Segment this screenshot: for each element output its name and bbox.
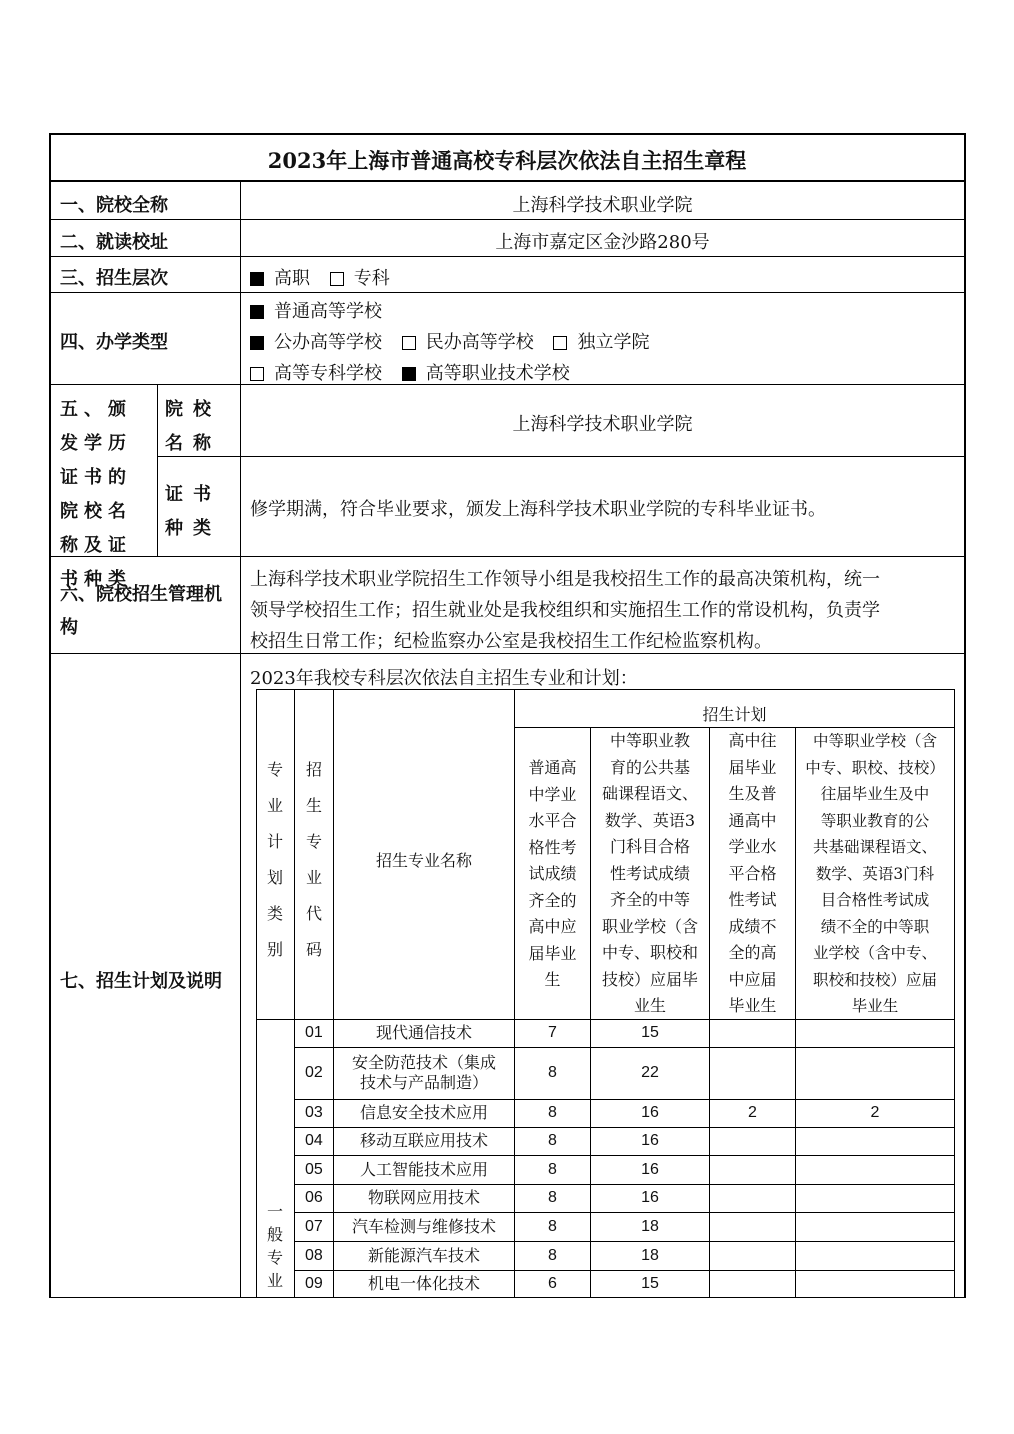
address-label: 二、就读校址 <box>60 232 168 253</box>
cell-code: 09 <box>305 1275 323 1292</box>
certificate-label: 五、颁发学历证书的院校名称及证书种类 <box>60 399 132 590</box>
type-line-2 <box>250 328 663 354</box>
cell-code: 06 <box>305 1189 323 1206</box>
cell-c3 <box>710 1184 795 1212</box>
checked-box-icon <box>250 336 264 350</box>
cell-name-line: 安全防范技术（集成 <box>351 1053 496 1072</box>
cell-code: 07 <box>305 1217 323 1235</box>
cell-c1: 8 <box>548 1189 557 1206</box>
header-col2: 中等职业教 育的公共基 础课程语文、 数学、英语3 门科目合格 性考试成绩 齐全的中等 职业学校（含 中专、职校和 技校）应届毕 业生 <box>601 731 698 1015</box>
level-option-1[interactable]: 高职 <box>250 264 310 290</box>
address-value: 上海市嘉定区金沙路280号 <box>495 232 710 253</box>
category-general: 一 般 专 业 <box>266 1202 283 1290</box>
cell-c2: 22 <box>641 1064 659 1081</box>
certificate-name-value: 上海科学技术职业学院 <box>512 414 693 435</box>
type-option[interactable]: 普通高等学校 <box>250 297 382 323</box>
unchecked-box-icon <box>402 336 416 350</box>
cell-c1: 8 <box>548 1246 557 1264</box>
cell-c1: 8 <box>548 1217 557 1235</box>
cell-name: 信息安全技术应用 <box>359 1103 488 1122</box>
type-line-3 <box>250 359 584 385</box>
header-code: 招 生 专 业 代 码 <box>305 760 322 959</box>
cell-c2: 18 <box>641 1246 659 1264</box>
cell-c4: 2 <box>870 1104 880 1121</box>
checked-box-icon <box>250 272 264 286</box>
cell-name: 移动互联应用技术 <box>359 1131 488 1150</box>
header-col4: 中等职业学校（含 中专、职校、技校） 往届毕业生及中 等职业教育的公 共基础课程语文、 数学、英语3门科 目合格性考试成 绩不全的中等职 业学校（含中专、 职校和技校）应届 毕业生 <box>805 732 945 1015</box>
cell-code: 05 <box>305 1160 323 1178</box>
cell-name: 人工智能技术应用 <box>359 1159 488 1179</box>
table-right-border <box>964 133 966 1298</box>
cell-c2: 16 <box>641 1104 659 1121</box>
management-text: 上海科学技术职业学院招生工作领导小组是我校招生工作的最高决策机构，统一 领导学校招生工作；招生就业处是我校组织和实施招生工作的常设机构，负责学 校招生日常工作；纪检监察办公室是我校招生工作纪检监察机构。 <box>250 569 880 652</box>
cell-c2: 16 <box>641 1160 659 1178</box>
type-option[interactable]: 高等职业技术学校 <box>402 359 570 385</box>
checked-box-icon <box>402 367 416 381</box>
unchecked-box-icon <box>250 367 264 381</box>
header-major-name: 招生专业名称 <box>375 851 472 870</box>
school-name-value: 上海科学技术职业学院 <box>512 195 693 216</box>
cell-name-line: 技术与产品制造） <box>359 1073 488 1092</box>
certificate-name-label: 院校名称 <box>165 399 221 454</box>
type-label: 四、办学类型 <box>60 332 168 353</box>
cell-name: 现代通信技术 <box>375 1023 472 1042</box>
cell-c3 <box>710 1019 795 1047</box>
cell-c3 <box>710 1155 795 1184</box>
cell-name: 新能源汽车技术 <box>367 1245 480 1265</box>
header-col3: 高中往 届毕业 生及普 通高中 学业水 平合格 性考试 成绩不 全的高 中应届 毕业生 <box>728 731 777 1015</box>
cell-c3 <box>710 1127 795 1155</box>
type-option[interactable]: 民办高等学校 <box>402 328 534 354</box>
cell-c4 <box>796 1212 954 1241</box>
cell-c4 <box>796 1241 954 1270</box>
cell-code: 04 <box>305 1132 323 1149</box>
cell-c3 <box>710 1241 795 1270</box>
cell-name: 物联网应用技术 <box>367 1188 480 1207</box>
cell-c2: 15 <box>641 1275 659 1292</box>
school-name-label: 一、院校全称 <box>60 195 168 216</box>
header-category: 专 业 计 划 类 别 <box>266 760 283 959</box>
cell-c1: 8 <box>548 1132 557 1149</box>
cell-c3 <box>710 1047 795 1099</box>
page-title: 2023年上海市普通高校专科层次依法自主招生章程 <box>267 148 747 173</box>
cell-c2: 18 <box>641 1217 659 1235</box>
cell-name <box>334 1047 514 1099</box>
cell-c2: 15 <box>641 1024 659 1041</box>
level-option-2[interactable]: 专科 <box>330 264 390 290</box>
cell-c4 <box>796 1155 954 1184</box>
unchecked-box-icon <box>330 272 344 286</box>
header-plan: 招生计划 <box>702 705 767 724</box>
cell-c1: 8 <box>548 1064 557 1081</box>
checked-box-icon <box>250 305 264 319</box>
cell-name: 汽车检测与维修技术 <box>351 1216 496 1236</box>
cell-c3 <box>710 1212 795 1241</box>
cell-c1: 8 <box>548 1104 557 1121</box>
cell-c4 <box>796 1184 954 1212</box>
table-top-border <box>49 133 965 135</box>
cell-c2: 16 <box>641 1132 659 1149</box>
management-label: 六、院校招生管理机构 <box>60 584 222 638</box>
type-option[interactable]: 独立学院 <box>553 328 649 354</box>
cell-c1: 7 <box>548 1024 557 1041</box>
cell-code: 03 <box>305 1104 323 1121</box>
cell-code: 02 <box>305 1064 323 1081</box>
type-line-1 <box>250 297 396 323</box>
level-options <box>250 264 404 290</box>
level-label: 三、招生层次 <box>60 268 168 289</box>
cell-code: 01 <box>305 1024 323 1041</box>
type-option[interactable]: 高等专科学校 <box>250 359 382 385</box>
cell-c1: 6 <box>548 1275 557 1292</box>
cell-c4 <box>796 1047 954 1099</box>
header-col1: 普通高 中学业 水平合 格性考 试成绩 齐全的 高中应 届毕业 生 <box>528 758 577 989</box>
cell-c1: 8 <box>548 1160 557 1178</box>
plan-label: 七、招生计划及说明 <box>60 971 222 992</box>
cell-name: 机电一体化技术 <box>367 1274 480 1293</box>
cell-c4 <box>796 1127 954 1155</box>
table-left-border <box>49 133 51 1298</box>
cell-code: 08 <box>305 1246 323 1264</box>
unchecked-box-icon <box>553 336 567 350</box>
certificate-type-value: 修学期满，符合毕业要求，颁发上海科学技术职业学院的专科毕业证书。 <box>250 499 826 520</box>
cell-c2: 16 <box>641 1189 659 1206</box>
type-option[interactable]: 公办高等学校 <box>250 328 382 354</box>
cell-c3 <box>710 1270 795 1298</box>
certificate-type-label: 证书种类 <box>165 484 221 539</box>
cell-c3: 2 <box>748 1104 757 1121</box>
cell-c4 <box>796 1270 954 1298</box>
cell-c4 <box>796 1019 954 1047</box>
plan-intro: 2023年我校专科层次依法自主招生专业和计划： <box>250 668 638 689</box>
